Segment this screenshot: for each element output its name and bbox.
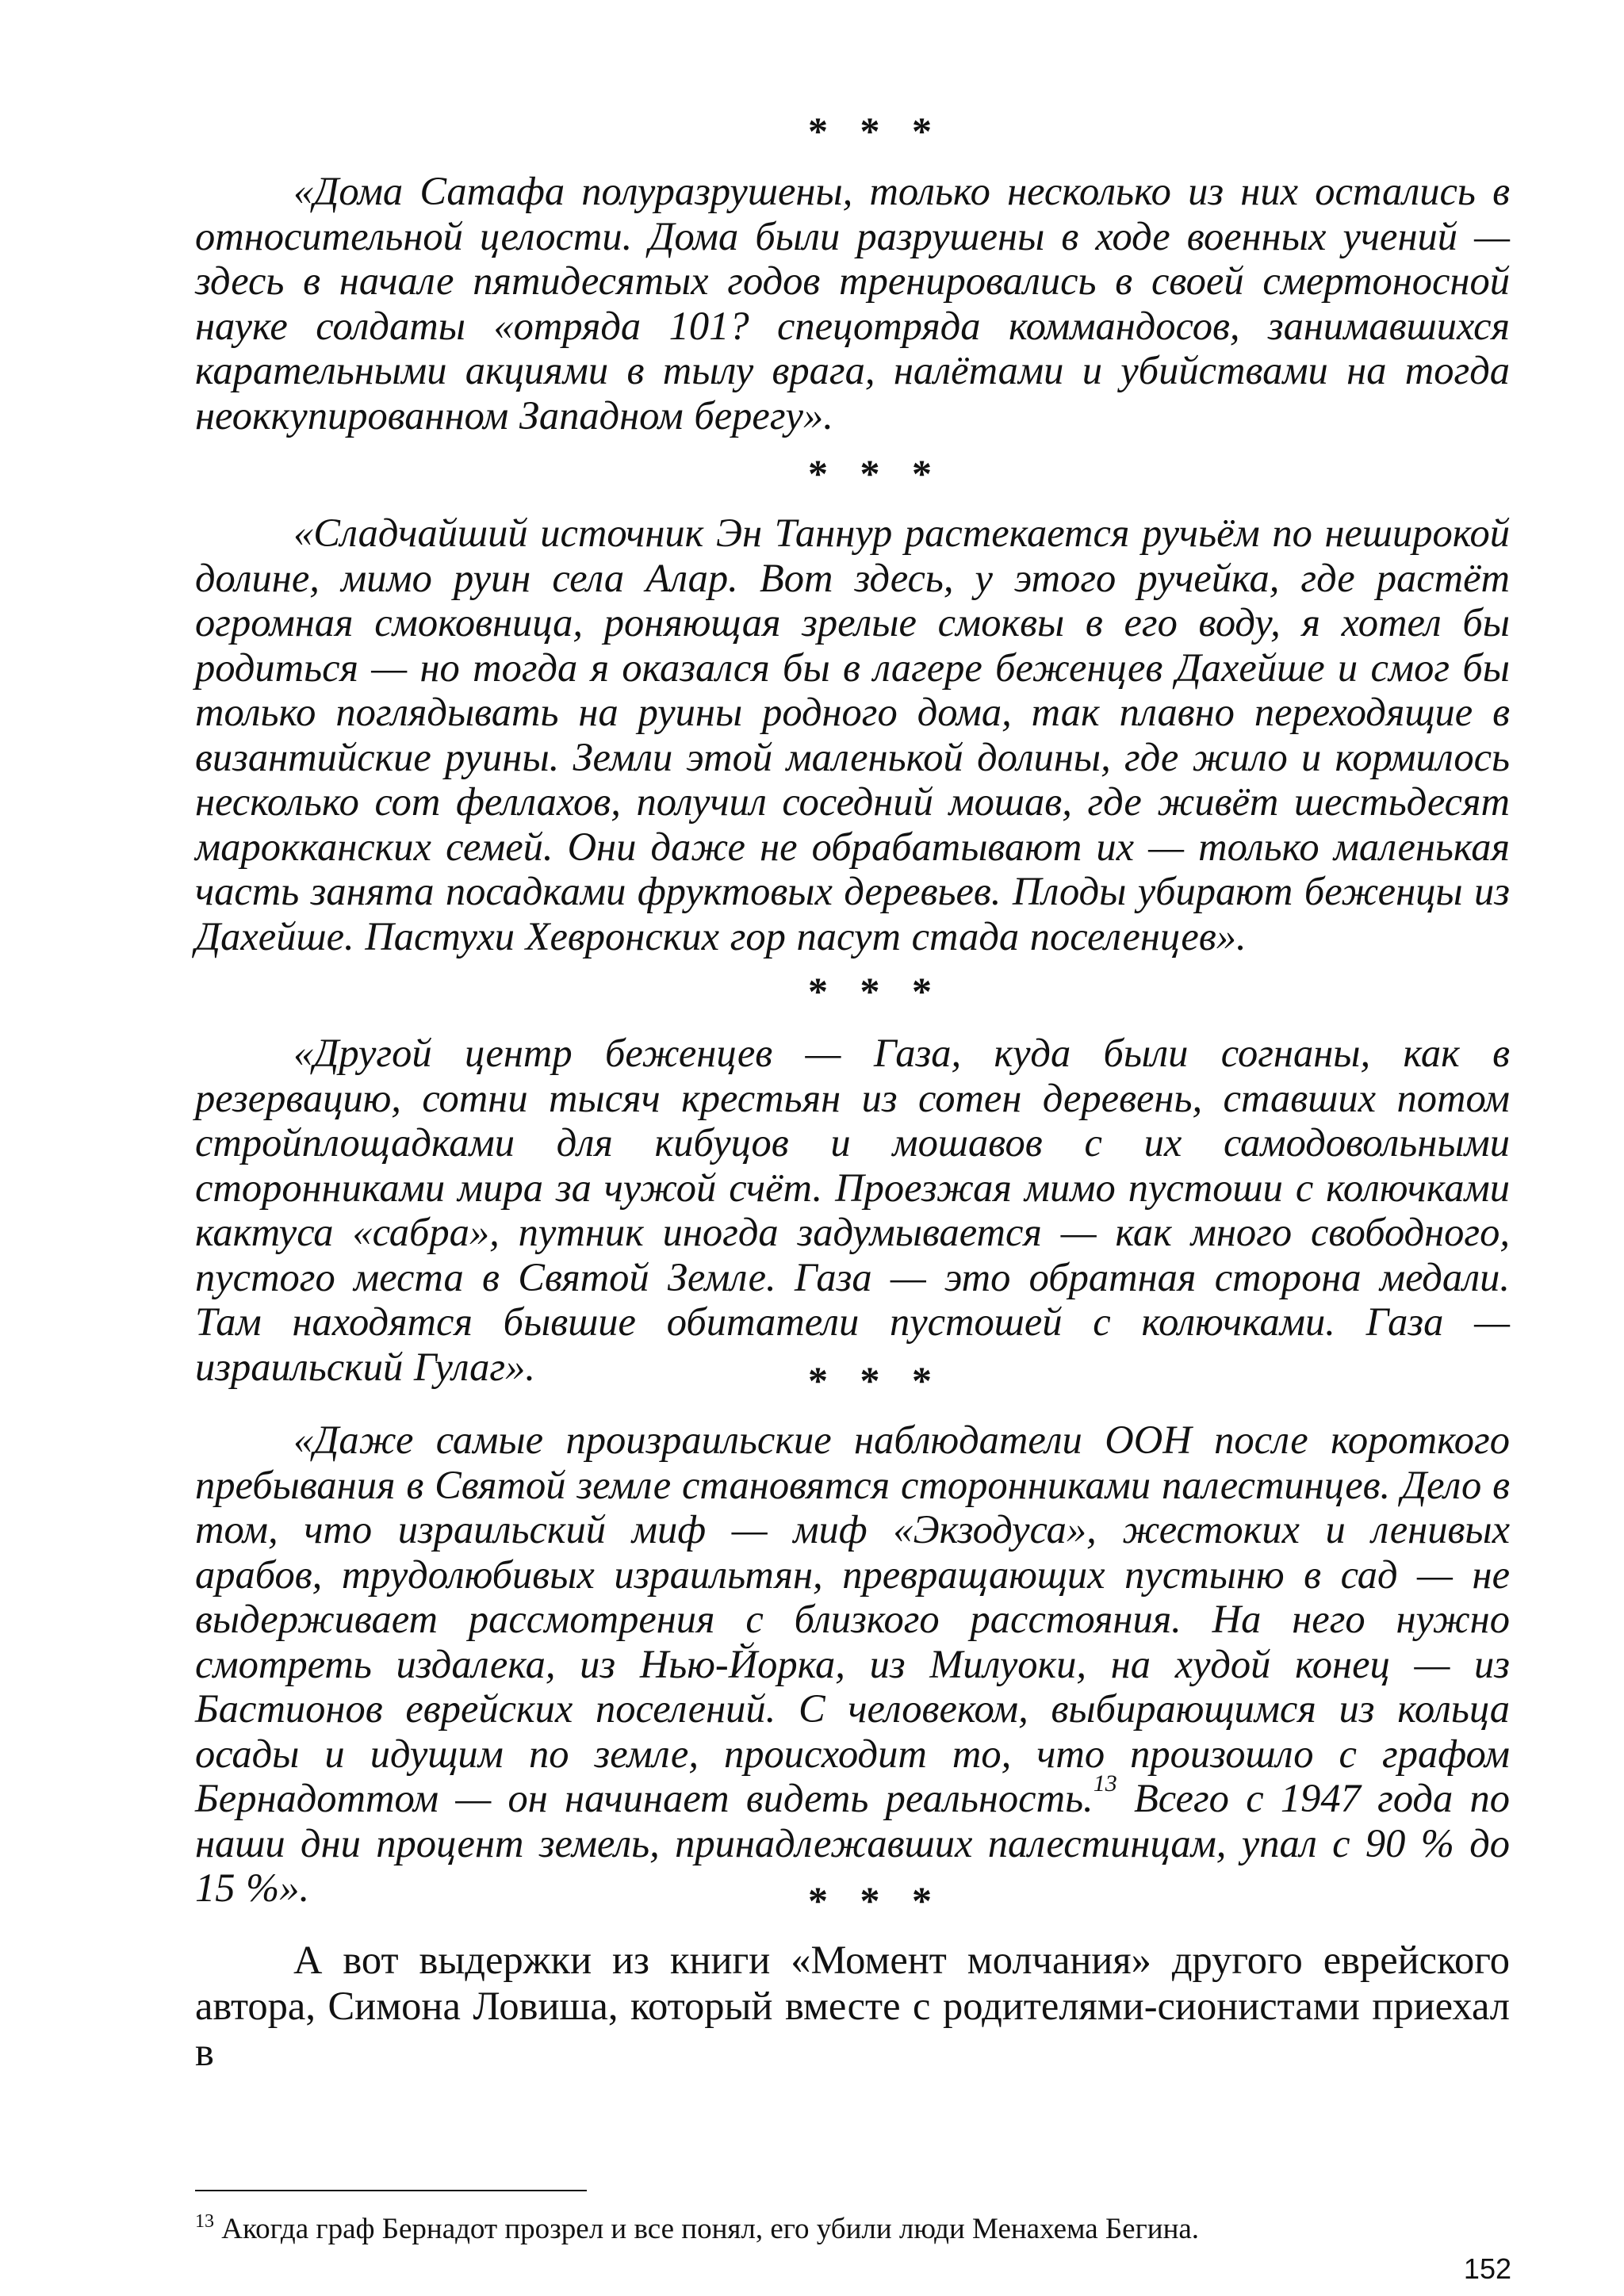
paragraph: А вот выдержки из книги «Момент молчания» другого еврейского автора, Симона Ловиша, который вместе с родителями-сионистами приехал в (195, 1938, 1510, 2074)
section-separator: * * * (808, 1878, 943, 1923)
footnote-mark: 13 (195, 2211, 214, 2232)
footnote-reference: 13 (1093, 1770, 1117, 1797)
section-separator: * * * (808, 109, 943, 153)
quote-block (195, 169, 1510, 438)
quote-block (195, 1418, 1510, 1911)
footnote-text: Акогда граф Бернадот прозрел и все понял, его убили люди Менахема Бегина. (214, 2213, 1200, 2245)
paragraph: «Другой центр беженцев — Газа, куда были согнаны, как в резервацию, сотни тысяч крестьян из сотен деревень, ставших потом стройплощадками для кибуцов и мошавов с их самодовольными сторонниками мира за чужой счёт. Проезжая мимо пустоши с колючками кактуса «сабра», путник иногда задумывается — как много свободного, пустого места в Святой Земле. Газа — это обратная сторона медали. Там находятся бывшие обитатели пустошей с колючками. Газа — израильский Гулаг». (195, 1031, 1510, 1389)
page-number: 152 (1463, 2252, 1511, 2285)
footnote (195, 2212, 1464, 2247)
section-separator: * * * (808, 969, 943, 1013)
footnote-divider (195, 2190, 587, 2191)
paragraph: «Дома Сатафа полуразрушены, только несколько из них остались в относительной целости. Дома были разрушены в ходе военных учений — здесь в начале пятидесятых годов тренировались в своей смертоносной науке солдаты «отряда 101? спецотряда коммандосов, занимавшихся карательными акциями в тылу врага, налётами и убийствами на тогда неоккупированном Западном берегу». (195, 169, 1510, 438)
paragraph: «Сладчайший источник Эн Таннур растекается ручьём по неширокой долине, мимо руин села Алар. Вот здесь, у этого ручейка, где растёт огромная смоковница, роняющая зрелые смоквы в его воду, я хотел бы родиться — но тогда я оказался бы в лагере беженцев Дахейше и смог бы только поглядывать на руины родного дома, так плавно переходящие в византийские руины. Земли этой маленькой долины, где жило и кормилось несколько сот феллахов, получил соседний мошав, где живёт шестьдесят марокканских семей. Они даже не обрабатывают их — только маленькая часть занята посадками фруктовых деревьев. Плоды убирают беженцы из Дахейше. Пастухи Хевронских гор пасут стада поселенцев». (195, 511, 1510, 959)
body-text-block (195, 1937, 1510, 2075)
section-separator: * * * (808, 1358, 943, 1402)
section-separator: * * * (808, 451, 943, 496)
quote-block (195, 511, 1510, 959)
paragraph-text: «Даже самые произраильские наблюдатели ООН после короткого пребывания в Святой земле становятся сторонниками палестинцев. Дело в том, что израильский миф — миф «Экзодуса», жестоких и ленивых арабов, трудолюбивых израильтян, превращающих пустыню в сад — не выдерживает рассмотрения с близкого расстояния. На него нужно смотреть издалека, из Нью-Йорка, из Милуоки, на худой конец — из Бастионов еврейских поселений. С человеком, выбирающимся из кольца осады и идущим по земле, происходит то, что произошло с графом Бернадоттом — он начинает видеть реальность. (195, 1418, 1510, 1820)
paragraph (195, 1418, 1510, 1911)
paragraph-text: Всего с 1947 года по наши дни процент земель, принадлежавших палестинцам, упал с 90 % до 15 %». (195, 1776, 1510, 1910)
quote-block (195, 1031, 1510, 1389)
